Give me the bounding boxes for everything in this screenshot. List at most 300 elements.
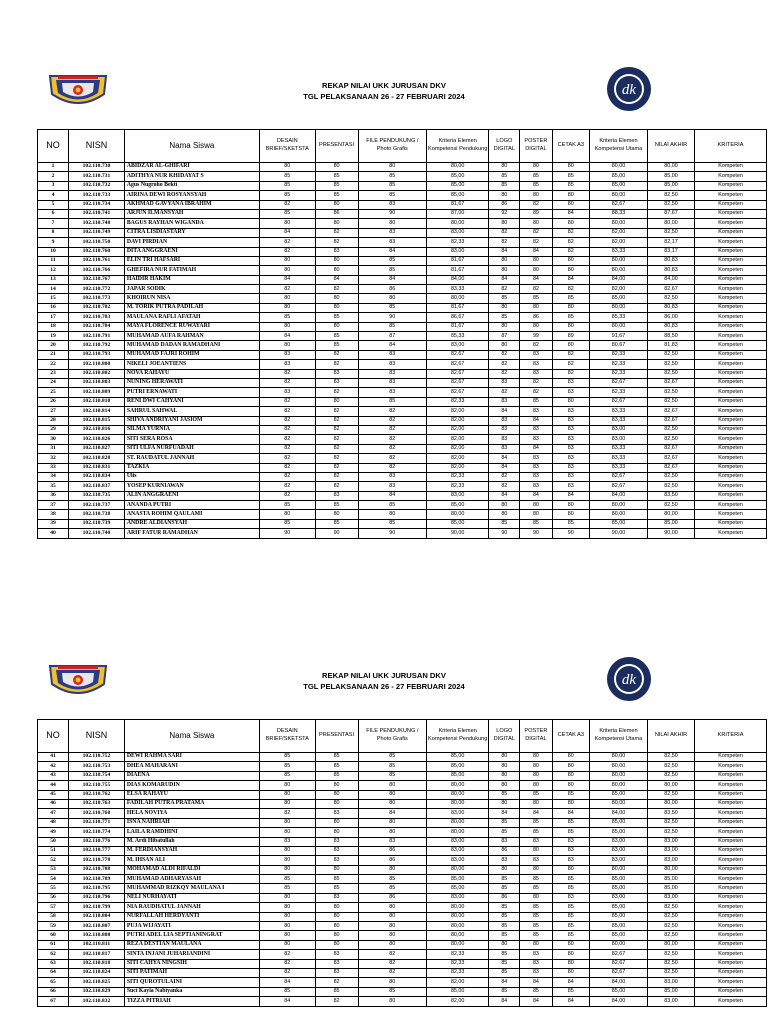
presentasi-cell: 83: [315, 846, 358, 855]
kriteria-cell: Kompeten: [695, 454, 767, 463]
kriteria-cell: Kompeten: [695, 818, 767, 827]
nilai-akhir-cell: 80,00: [647, 940, 694, 949]
kriteria-pendukung-cell: 85,00: [427, 501, 489, 510]
poster-digital-cell: 80: [520, 799, 552, 808]
student-name-cell: JAPAR SODIK: [124, 285, 259, 294]
row-number: 51: [38, 846, 69, 855]
table-row: [38, 884, 767, 893]
table-row: [38, 172, 767, 181]
presentasi-cell: 80: [315, 922, 358, 931]
kriteria-cell: Kompeten: [695, 360, 767, 369]
file-pendukung-cell: 84: [358, 491, 427, 500]
file-pendukung-cell: 80: [358, 931, 427, 940]
row-number: 35: [38, 482, 69, 491]
presentasi-cell: 80: [315, 903, 358, 912]
kriteria-utama-cell: 85,00: [590, 903, 648, 912]
desain-cell: 82: [259, 247, 315, 256]
kriteria-utama-cell: 82,00: [590, 238, 648, 247]
file-pendukung-cell: 84: [358, 247, 427, 256]
kriteria-utama-cell: 85,00: [590, 519, 648, 528]
student-name-cell: SITI ULFA NURFUADAH: [124, 444, 259, 453]
file-pendukung-cell: 80: [358, 219, 427, 228]
table-row: [38, 238, 767, 247]
kriteria-utama-cell: 82,33: [590, 350, 648, 359]
kriteria-cell: Kompeten: [695, 163, 767, 172]
nisn-cell: 102.110.831: [69, 463, 125, 472]
presentasi-cell: 80: [315, 303, 358, 312]
kriteria-cell: Kompeten: [695, 501, 767, 510]
kriteria-utama-cell: 91,67: [590, 332, 648, 341]
desain-cell: 80: [259, 940, 315, 949]
cetak-a3-cell: 85: [552, 912, 590, 921]
kriteria-utama-cell: 85,00: [590, 294, 648, 303]
cetak-a3-cell: 85: [552, 818, 590, 827]
nisn-cell: 102.110.803: [69, 378, 125, 387]
desain-cell: 85: [259, 209, 315, 218]
poster-digital-cell: 84: [520, 444, 552, 453]
kriteria-pendukung-cell: 85,00: [427, 519, 489, 528]
nisn-cell: 102.110.817: [69, 950, 125, 959]
nisn-cell: 102.110.735: [69, 491, 125, 500]
poster-digital-cell: 83: [520, 950, 552, 959]
table-row: [38, 191, 767, 200]
desain-cell: 84: [259, 332, 315, 341]
logo-digital-cell: 85: [489, 828, 520, 837]
desain-cell: 85: [259, 191, 315, 200]
logo-digital-cell: 83: [489, 837, 520, 846]
kriteria-utama-cell: 85,00: [590, 790, 648, 799]
student-name-cell: M. TORIK PUTRA PADILAH: [124, 303, 259, 312]
logo-digital-cell: 82: [489, 350, 520, 359]
presentasi-cell: 83: [315, 837, 358, 846]
presentasi-cell: 82: [315, 454, 358, 463]
table-row: [38, 444, 767, 453]
logo-digital-cell: 83: [489, 856, 520, 865]
table-row: [38, 818, 767, 827]
kriteria-utama-cell: 85,00: [590, 931, 648, 940]
kriteria-utama-cell: 83,33: [590, 454, 648, 463]
nisn-cell: 102.110.760: [69, 247, 125, 256]
nilai-akhir-cell: 83,00: [647, 837, 694, 846]
poster-digital-cell: 84: [520, 997, 552, 1006]
cetak-a3-cell: 83: [552, 837, 590, 846]
nilai-akhir-cell: 82,17: [647, 238, 694, 247]
desain-cell: 85: [259, 762, 315, 771]
file-pendukung-cell: 83: [358, 369, 427, 378]
row-number: 36: [38, 491, 69, 500]
kriteria-cell: Kompeten: [695, 378, 767, 387]
cetak-a3-cell: 83: [552, 482, 590, 491]
kriteria-pendukung-cell: 82,33: [427, 472, 489, 481]
table-row: [38, 501, 767, 510]
presentasi-cell: 80: [315, 510, 358, 519]
nisn-cell: 102.110.793: [69, 350, 125, 359]
dkv-logo-text: dk: [621, 672, 637, 688]
cetak-a3-cell: 80: [552, 341, 590, 350]
presentasi-cell: 80: [315, 865, 358, 874]
kriteria-cell: Kompeten: [695, 846, 767, 855]
kriteria-utama-cell: 82,33: [590, 369, 648, 378]
student-name-cell: NIA RAUDHATUL JANNAH: [124, 903, 259, 912]
nisn-cell: 102.110.771: [69, 818, 125, 827]
cetak-a3-cell: 85: [552, 922, 590, 931]
score-table-page-1: [37, 129, 767, 539]
row-number: 8: [38, 228, 69, 237]
kriteria-pendukung-cell: 81,67: [427, 322, 489, 331]
file-pendukung-cell: 80: [358, 818, 427, 827]
table-row: [38, 519, 767, 528]
nilai-akhir-cell: 82,50: [647, 482, 694, 491]
student-name-cell: NURFALLAH HERDYANTI: [124, 912, 259, 921]
desain-cell: 80: [259, 294, 315, 303]
kriteria-pendukung-cell: 82,00: [427, 416, 489, 425]
cetak-a3-cell: 82: [552, 238, 590, 247]
table-row: [38, 912, 767, 921]
header-kriteria: KRITERIA: [695, 130, 767, 163]
kriteria-utama-cell: 85,00: [590, 181, 648, 190]
table-row: [38, 809, 767, 818]
nilai-akhir-cell: 82,50: [647, 912, 694, 921]
presentasi-cell: 82: [315, 978, 358, 987]
logo-digital-cell: 85: [489, 884, 520, 893]
nisn-cell: 102.110.749: [69, 228, 125, 237]
presentasi-cell: 90: [315, 529, 358, 538]
presentasi-cell: 83: [315, 959, 358, 968]
kriteria-cell: Kompeten: [695, 407, 767, 416]
cetak-a3-cell: 85: [552, 828, 590, 837]
kriteria-utama-cell: 83,33: [590, 463, 648, 472]
student-name-cell: SITI PATIMAH: [124, 968, 259, 977]
student-name-cell: SITI SERA ROSA: [124, 435, 259, 444]
kriteria-pendukung-cell: 82,00: [427, 407, 489, 416]
nisn-cell: 102.110.734: [69, 200, 125, 209]
nilai-akhir-cell: 80,83: [647, 322, 694, 331]
kriteria-pendukung-cell: 85,00: [427, 172, 489, 181]
kriteria-utama-cell: 82,67: [590, 959, 648, 968]
kriteria-utama-cell: 90,00: [590, 529, 648, 538]
kriteria-cell: Kompeten: [695, 247, 767, 256]
student-name-cell: SITI CAHYA NINGSIH: [124, 959, 259, 968]
header-poster-digital: POSTER DIGITAL: [520, 720, 552, 753]
poster-digital-cell: 83: [520, 482, 552, 491]
kriteria-pendukung-cell: 82,33: [427, 397, 489, 406]
logo-digital-cell: 83: [489, 444, 520, 453]
kriteria-pendukung-cell: 81,67: [427, 266, 489, 275]
kriteria-cell: Kompeten: [695, 482, 767, 491]
kriteria-cell: Kompeten: [695, 519, 767, 528]
row-number: 16: [38, 303, 69, 312]
logo-digital-cell: 80: [489, 771, 520, 780]
cetak-a3-cell: 85: [552, 903, 590, 912]
student-name-cell: NOVA RAHAYU: [124, 369, 259, 378]
poster-digital-cell: 80: [520, 163, 552, 172]
file-pendukung-cell: 83: [358, 360, 427, 369]
presentasi-cell: 82: [315, 463, 358, 472]
nilai-akhir-cell: 82,67: [647, 378, 694, 387]
logo-digital-cell: 84: [489, 978, 520, 987]
kriteria-utama-cell: 83,33: [590, 407, 648, 416]
kriteria-pendukung-cell: 80,00: [427, 818, 489, 827]
logo-digital-cell: 85: [489, 987, 520, 996]
logo-digital-cell: 84: [489, 275, 520, 284]
presentasi-cell: 80: [315, 790, 358, 799]
kriteria-pendukung-cell: 85,00: [427, 771, 489, 780]
kriteria-pendukung-cell: 82,67: [427, 350, 489, 359]
presentasi-cell: 83: [315, 491, 358, 500]
cetak-a3-cell: 80: [552, 191, 590, 200]
poster-digital-cell: 80: [520, 771, 552, 780]
table-row: [38, 275, 767, 284]
student-name-cell: AKHMAD GAVYANA IBRAHIM: [124, 200, 259, 209]
poster-digital-cell: 82: [520, 341, 552, 350]
table-row: [38, 407, 767, 416]
file-pendukung-cell: 86: [358, 285, 427, 294]
table-row: [38, 482, 767, 491]
file-pendukung-cell: 85: [358, 875, 427, 884]
kriteria-utama-cell: 88,33: [590, 209, 648, 218]
nisn-cell: 102.110.804: [69, 912, 125, 921]
student-name-cell: ELSA RAHAYU: [124, 790, 259, 799]
table-row: [38, 209, 767, 218]
desain-cell: 85: [259, 771, 315, 780]
row-number: 15: [38, 294, 69, 303]
header-nama-siswa: Nama Siswa: [124, 130, 259, 163]
header-logo-digital: LOGO DIGITAL: [489, 720, 520, 753]
poster-digital-cell: 85: [520, 818, 552, 827]
file-pendukung-cell: 85: [358, 191, 427, 200]
poster-digital-cell: 80: [520, 846, 552, 855]
kriteria-cell: Kompeten: [695, 865, 767, 874]
nisn-cell: 102.110.776: [69, 837, 125, 846]
kriteria-cell: Kompeten: [695, 968, 767, 977]
kriteria-pendukung-cell: 83,33: [427, 285, 489, 294]
table-row: [38, 922, 767, 931]
desain-cell: 82: [259, 369, 315, 378]
file-pendukung-cell: 83: [358, 378, 427, 387]
desain-cell: 80: [259, 256, 315, 265]
kriteria-utama-cell: 83,33: [590, 416, 648, 425]
presentasi-cell: 85: [315, 519, 358, 528]
nilai-akhir-cell: 85,00: [647, 181, 694, 190]
file-pendukung-cell: 85: [358, 303, 427, 312]
desain-cell: 80: [259, 303, 315, 312]
table-header-row: [38, 720, 767, 753]
presentasi-cell: 82: [315, 416, 358, 425]
kriteria-cell: Kompeten: [695, 922, 767, 931]
kriteria-pendukung-cell: 80,00: [427, 931, 489, 940]
nilai-akhir-cell: 82,67: [647, 416, 694, 425]
kriteria-cell: Kompeten: [695, 837, 767, 846]
student-name-cell: PUTRI ADEL LIA SEPTIANINGRAT: [124, 931, 259, 940]
file-pendukung-cell: 85: [358, 501, 427, 510]
desain-cell: 90: [259, 529, 315, 538]
poster-digital-cell: 85: [520, 931, 552, 940]
kriteria-pendukung-cell: 80,00: [427, 865, 489, 874]
desain-cell: 80: [259, 865, 315, 874]
cetak-a3-cell: 83: [552, 407, 590, 416]
table-row: [38, 228, 767, 237]
kriteria-utama-cell: 80,00: [590, 322, 648, 331]
presentasi-cell: 80: [315, 912, 358, 921]
kriteria-utama-cell: 80,00: [590, 510, 648, 519]
table-row: [38, 247, 767, 256]
cetak-a3-cell: 80: [552, 799, 590, 808]
logo-digital-cell: 86: [489, 846, 520, 855]
row-number: 64: [38, 968, 69, 977]
cetak-a3-cell: 85: [552, 790, 590, 799]
poster-digital-cell: 85: [520, 912, 552, 921]
presentasi-cell: 86: [315, 209, 358, 218]
desain-cell: 82: [259, 968, 315, 977]
header-kriteria-utama: Kriteria Elemen Kompetensi Utama: [590, 130, 648, 163]
nilai-akhir-cell: 85,00: [647, 519, 694, 528]
table-row: [38, 285, 767, 294]
poster-digital-cell: 85: [520, 987, 552, 996]
kriteria-pendukung-cell: 81,67: [427, 256, 489, 265]
logo-digital-cell: 83: [489, 397, 520, 406]
cetak-a3-cell: 85: [552, 875, 590, 884]
poster-digital-cell: 80: [520, 940, 552, 949]
kriteria-cell: Kompeten: [695, 997, 767, 1006]
student-name-cell: ST. RAUDATUL JANNAH: [124, 454, 259, 463]
student-name-cell: MUHAMAD FAJRI ROHIM: [124, 350, 259, 359]
presentasi-cell: 80: [315, 163, 358, 172]
kriteria-utama-cell: 83,00: [590, 435, 648, 444]
logo-digital-cell: 80: [489, 940, 520, 949]
presentasi-cell: 83: [315, 950, 358, 959]
cetak-a3-cell: 83: [552, 856, 590, 865]
poster-digital-cell: 89: [520, 209, 552, 218]
row-number: 41: [38, 753, 69, 762]
kriteria-pendukung-cell: 83,00: [427, 893, 489, 902]
logo-digital-cell: 86: [489, 893, 520, 902]
file-pendukung-cell: 85: [358, 519, 427, 528]
cetak-a3-cell: 80: [552, 303, 590, 312]
header-nilai-akhir: NILAI AKHIR: [647, 130, 694, 163]
nilai-akhir-cell: 82,50: [647, 200, 694, 209]
presentasi-cell: 80: [315, 256, 358, 265]
student-name-cell: MUHAMMAD RIZKQY MAULANA I: [124, 884, 259, 893]
file-pendukung-cell: 82: [358, 968, 427, 977]
student-name-cell: MAULANA RAFLI AFATAH: [124, 313, 259, 322]
nilai-akhir-cell: 80,83: [647, 303, 694, 312]
cetak-a3-cell: 80: [552, 501, 590, 510]
nilai-akhir-cell: 82,50: [647, 191, 694, 200]
student-name-cell: ARJUN ILMANSYAH: [124, 209, 259, 218]
kriteria-cell: Kompeten: [695, 875, 767, 884]
presentasi-cell: 80: [315, 200, 358, 209]
logo-digital-cell: 80: [489, 266, 520, 275]
logo-digital-cell: 82: [489, 238, 520, 247]
logo-digital-cell: 84: [489, 491, 520, 500]
kriteria-utama-cell: 84,00: [590, 809, 648, 818]
header-logo-digital: LOGO DIGITAL: [489, 130, 520, 163]
desain-cell: 82: [259, 416, 315, 425]
nisn-cell: 102.110.818: [69, 959, 125, 968]
file-pendukung-cell: 84: [358, 275, 427, 284]
logo-digital-cell: 82: [489, 388, 520, 397]
presentasi-cell: 82: [315, 228, 358, 237]
kriteria-pendukung-cell: 80,00: [427, 219, 489, 228]
cetak-a3-cell: 80: [552, 753, 590, 762]
cetak-a3-cell: 83: [552, 388, 590, 397]
cetak-a3-cell: 83: [552, 378, 590, 387]
file-pendukung-cell: 80: [358, 781, 427, 790]
table-row: [38, 950, 767, 959]
report-title: REKAP NILAI UKK JURUSAN DKV: [322, 81, 446, 90]
desain-cell: 82: [259, 285, 315, 294]
desain-cell: 80: [259, 922, 315, 931]
kriteria-utama-cell: 82,67: [590, 378, 648, 387]
student-name-cell: BAGUS RAYHAN WIGANDA: [124, 219, 259, 228]
header-kriteria-pendukung: Kriteria Elemen Kompetensi Pendukung: [427, 720, 489, 753]
presentasi-cell: 80: [315, 781, 358, 790]
kriteria-cell: Kompeten: [695, 893, 767, 902]
logo-digital-cell: 84: [489, 463, 520, 472]
nisn-cell: 102.110.762: [69, 790, 125, 799]
student-name-cell: REZA DESTIAN MAULANA: [124, 940, 259, 949]
nilai-akhir-cell: 80,00: [647, 781, 694, 790]
logo-digital-cell: 85: [489, 181, 520, 190]
nisn-cell: 102.110.748: [69, 219, 125, 228]
nisn-cell: 102.110.808: [69, 931, 125, 940]
nilai-akhir-cell: 85,00: [647, 875, 694, 884]
nilai-akhir-cell: 82,50: [647, 790, 694, 799]
table-row: [38, 828, 767, 837]
table-row: [38, 903, 767, 912]
presentasi-cell: 82: [315, 482, 358, 491]
kriteria-pendukung-cell: 80,00: [427, 294, 489, 303]
kriteria-pendukung-cell: 82,33: [427, 238, 489, 247]
poster-digital-cell: 80: [520, 753, 552, 762]
student-name-cell: ANANDA PUTRI: [124, 501, 259, 510]
kriteria-cell: Kompeten: [695, 959, 767, 968]
nilai-akhir-cell: 90,00: [647, 529, 694, 538]
kriteria-utama-cell: 83,33: [590, 247, 648, 256]
cetak-a3-cell: 83: [552, 472, 590, 481]
header-kriteria: KRITERIA: [695, 720, 767, 753]
kriteria-pendukung-cell: 80,00: [427, 912, 489, 921]
poster-digital-cell: 84: [520, 978, 552, 987]
table-row: [38, 529, 767, 538]
kriteria-utama-cell: 82,67: [590, 968, 648, 977]
student-name-cell: FADILAH PUTRA PRATAMA: [124, 799, 259, 808]
kriteria-pendukung-cell: 83,00: [427, 228, 489, 237]
desain-cell: 80: [259, 912, 315, 921]
kriteria-utama-cell: 84,00: [590, 275, 648, 284]
cetak-a3-cell: 80: [552, 200, 590, 209]
nilai-akhir-cell: 82,50: [647, 369, 694, 378]
file-pendukung-cell: 83: [358, 837, 427, 846]
cetak-a3-cell: 82: [552, 369, 590, 378]
kriteria-pendukung-cell: 82,33: [427, 968, 489, 977]
student-name-cell: DIAS KOMARUDIN: [124, 781, 259, 790]
student-name-cell: SINTA INJANI JUHARIANDINI: [124, 950, 259, 959]
kriteria-utama-cell: 80,00: [590, 940, 648, 949]
logo-digital-cell: 80: [489, 163, 520, 172]
logo-digital-cell: 85: [489, 959, 520, 968]
nilai-akhir-cell: 81,83: [647, 341, 694, 350]
kriteria-pendukung-cell: 82,67: [427, 378, 489, 387]
desain-cell: 80: [259, 893, 315, 902]
table-row: [38, 303, 767, 312]
poster-digital-cell: 85: [520, 397, 552, 406]
table-row: [38, 256, 767, 265]
logo-digital-cell: 80: [489, 762, 520, 771]
file-pendukung-cell: 83: [358, 238, 427, 247]
nilai-akhir-cell: 82,50: [647, 762, 694, 771]
kriteria-pendukung-cell: 80,00: [427, 163, 489, 172]
